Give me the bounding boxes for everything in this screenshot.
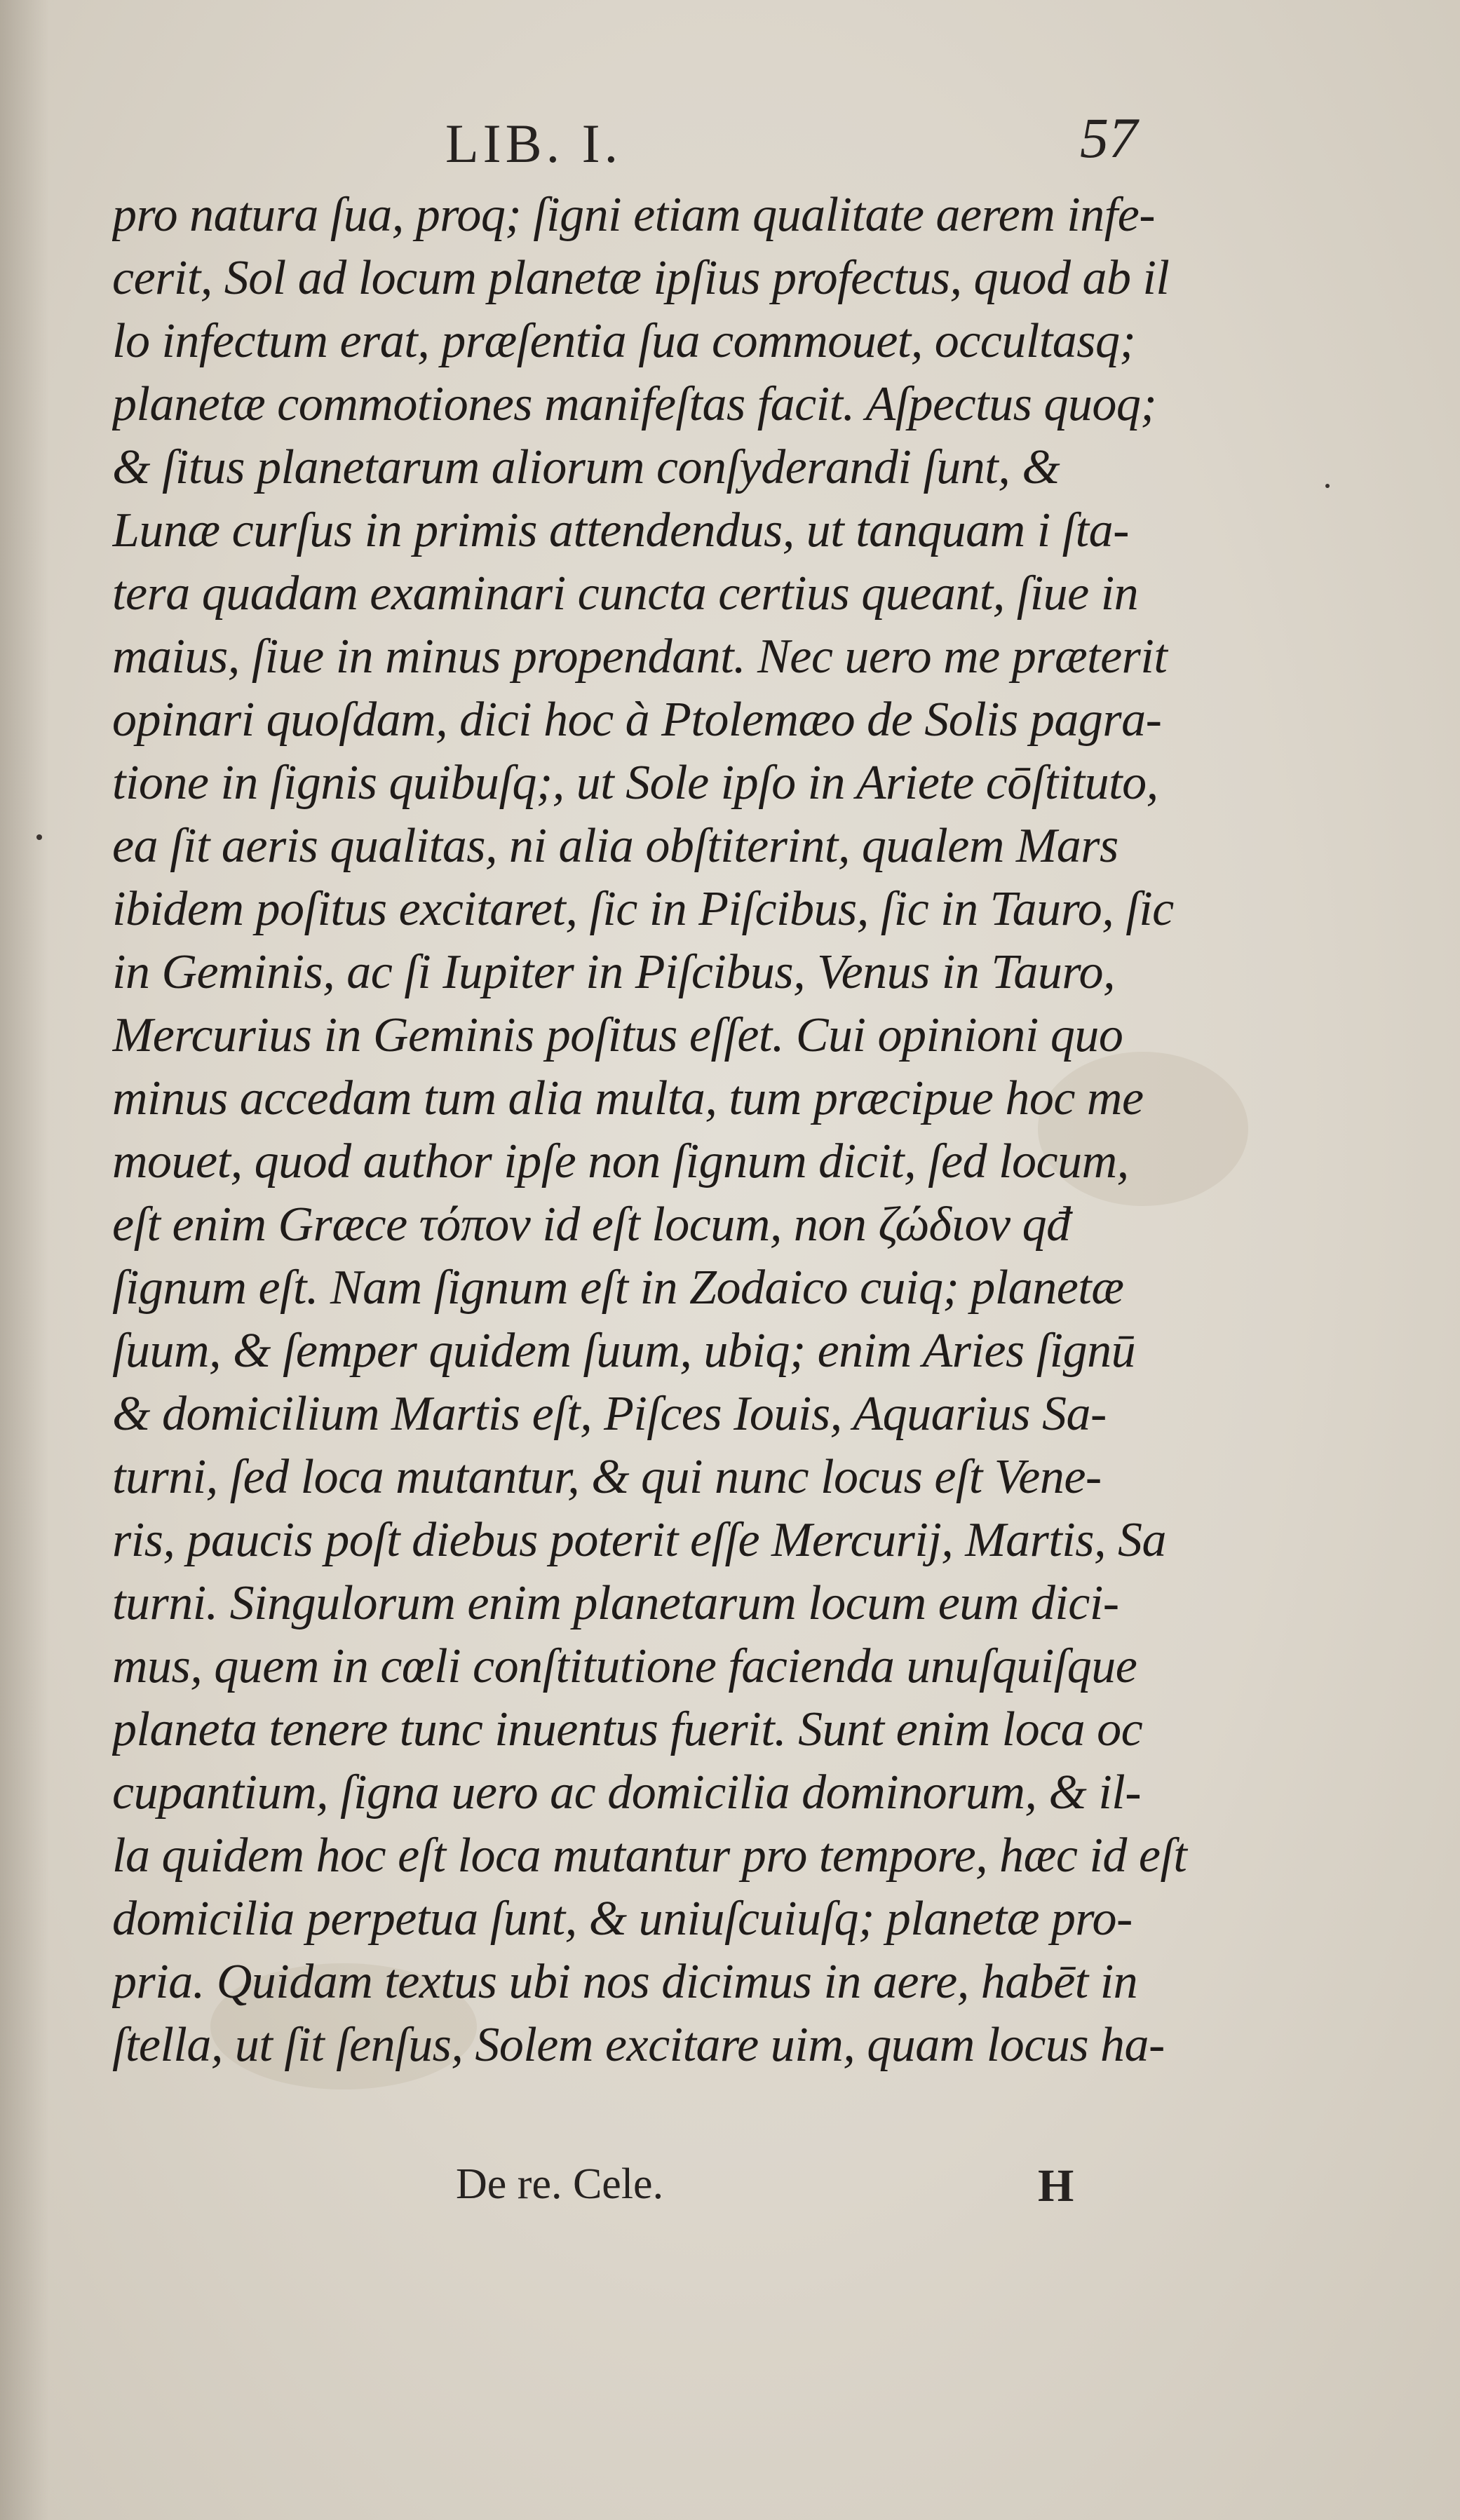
text-line: cupantium, ſigna uero ac domicilia dominorum, & il- <box>112 1766 1142 1820</box>
text-line: mus, quem in cœli conſtitutione facienda unuſquiſque <box>112 1639 1137 1693</box>
text-line: maius, ſiue in minus propendant. Nec uero me præterit <box>112 630 1168 684</box>
ink-speck <box>1325 484 1330 488</box>
text-line: lo infectum erat, præſentia ſua commouet, occultasq; <box>112 314 1136 368</box>
text-line: pria. Quidam textus ubi nos dicimus in aere, habēt in <box>112 1955 1138 2009</box>
text-line: tera quadam examinari cuncta certius queant, ſiue in <box>112 567 1139 621</box>
text-line: eſt enim Græce τόπον id eſt locum, non ζώδιον qđ <box>112 1198 1071 1252</box>
text-line: la quidem hoc eſt loca mutantur pro tempore, hæc id eſt <box>112 1829 1187 1883</box>
page-gutter-shadow <box>0 0 49 2520</box>
text-line: ibidem poſitus excitaret, ſic in Piſcibus, ſic in Tauro, ſic <box>112 882 1174 936</box>
running-head <box>112 98 1234 182</box>
running-head-title: LIB. I. <box>445 113 623 174</box>
text-line: minus accedam tum alia multa, tum præcipue hoc me <box>112 1071 1144 1125</box>
text-line: ſuum, & ſemper quidem ſuum, ubiq; enim Aries ſignū <box>112 1324 1136 1378</box>
text-line: Mercurius in Geminis poſitus eſſet. Cui opinioni quo <box>112 1008 1123 1062</box>
text-line: turni, ſed loca mutantur, & qui nunc locus eſt Vene- <box>112 1450 1102 1504</box>
text-line: cerit, Sol ad locum planetæ ipſius profectus, quod ab il <box>112 251 1170 305</box>
folio-number: 57 <box>1080 106 1137 170</box>
page-footer <box>112 2160 1234 2230</box>
catchword: De re. Cele. <box>456 2160 664 2208</box>
text-line: ſtella, ut ſit ſenſus, Solem excitare uim, quam locus ha- <box>112 2018 1165 2072</box>
signature-mark: H <box>1038 2160 1074 2211</box>
body-text <box>112 184 1234 2077</box>
text-line: turni. Singulorum enim planetarum locum eum dici- <box>112 1576 1119 1630</box>
text-line: & domicilium Martis eſt, Piſces Iouis, Aquarius Sa- <box>112 1387 1107 1441</box>
text-line: & ſitus planetarum aliorum conſyderandi ſunt, & <box>112 440 1060 494</box>
text-line: pro natura ſua, proq; ſigni etiam qualitate aerem infe- <box>112 188 1156 242</box>
ink-speck <box>36 834 42 840</box>
text-line: tione in ſignis quibuſq;, ut Sole ipſo in Ariete cōſtituto, <box>112 756 1158 810</box>
text-line: ſignum eſt. Nam ſignum eſt in Zodaico cuiq; planetæ <box>112 1261 1124 1315</box>
text-line: domicilia perpetua ſunt, & uniuſcuiuſq; planetæ pro- <box>112 1892 1133 1946</box>
text-line: opinari quoſdam, dici hoc à Ptolemæo de Solis pagra- <box>112 693 1162 747</box>
text-line: ris, paucis poſt diebus poterit eſſe Mercurij, Martis, Sa <box>112 1513 1166 1567</box>
text-line: in Geminis, ac ſi Iupiter in Piſcibus, Venus in Tauro, <box>112 945 1116 999</box>
text-line: Lunæ curſus in primis attendendus, ut tanquam i ſta- <box>112 503 1129 557</box>
text-line: planeta tenere tunc inuentus fuerit. Sunt enim loca oc <box>112 1702 1143 1756</box>
text-line: mouet, quod author ipſe non ſignum dicit, ſed locum, <box>112 1134 1129 1188</box>
text-line: planetæ commotiones manifeſtas facit. Aſpectus quoq; <box>112 377 1157 431</box>
text-line: ea ſit aeris qualitas, ni alia obſtiterint, qualem Mars <box>112 819 1118 873</box>
